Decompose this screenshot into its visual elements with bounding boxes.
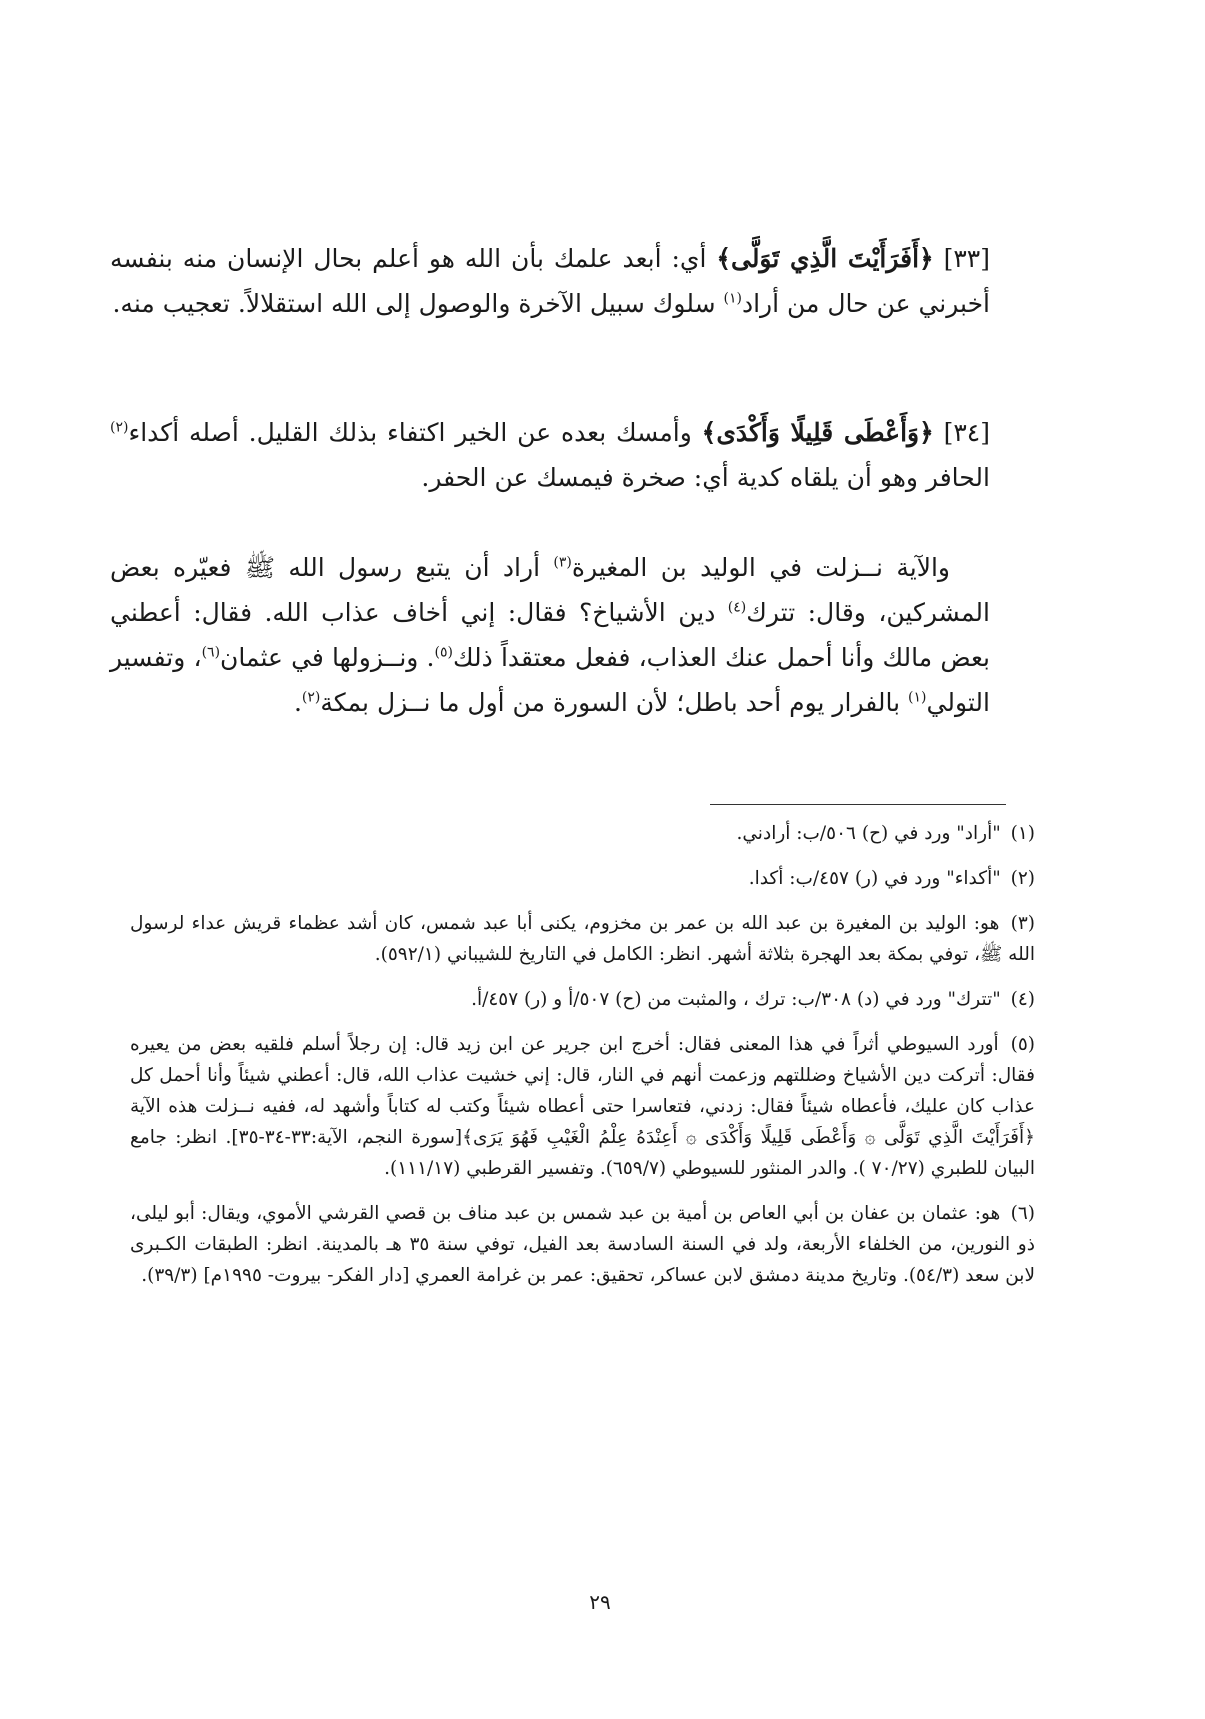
verse-34-commentary-b: الحافر وهو أن يلقاه كدية أي: صخرة فيمسك عن الحفر. xyxy=(421,463,990,492)
footnote-number: (٦) xyxy=(1010,1203,1035,1224)
footnote-number: (٥) xyxy=(1010,1034,1035,1055)
footnote-number: (٢) xyxy=(1010,868,1035,889)
footnote-number: (٣) xyxy=(1010,913,1035,934)
footnote-ref-next-1[interactable]: (١) xyxy=(908,689,927,706)
footnote-text: هو: الوليد بن المغيرة بن عبد الله بن عمر بن مخزوم، يكنى أبا عبد شمس، كان أشد عظماء قريش عداء لرسول الله ﷺ، توفي بمكة بعد الهجرة بثلاثة أشهر. انظر: الكامل في التاريخ للشيباني (٥٩٢/١). xyxy=(130,913,1035,965)
verse-34-commentary-a: وأمسك بعده عن الخير اكتفاء بذلك القليل. أصله أكداء xyxy=(128,418,702,447)
footnote xyxy=(130,984,1035,1015)
verse-33-quran-text: ﴿أَفَرَأَيْتَ الَّذِي تَوَلَّى﴾ xyxy=(716,244,934,273)
revelation-text-2: أراد أن يتبع رسول الله ﷺ فعيّره بعض المشركين، وقال: تترك xyxy=(110,553,990,627)
page-number: ٢٩ xyxy=(589,1590,611,1614)
revelation-text-3: دين الأشياخ؟ فقال: إني أخاف عذاب الله. فقال: أعطني بعض مالك وأنا أحمل عنك العذاب، ففعل معتقداً ذلك xyxy=(110,598,990,672)
footnote xyxy=(130,818,1035,849)
footnote xyxy=(130,1029,1035,1184)
footnote-ref-1[interactable]: (١) xyxy=(723,290,742,307)
footnote-ref-6[interactable]: (٦) xyxy=(201,644,221,661)
revelation-paragraph xyxy=(110,545,990,725)
revelation-text-7: . xyxy=(293,688,302,717)
footnote-text: "أراد" ورد في (ح) ٥٠٦/ب: أرادني. xyxy=(736,823,1001,844)
footnote-ref-5[interactable]: (٥) xyxy=(434,644,453,661)
verse-33-commentary-a: أي: أبعد علمك بأن الله هو أعلم بحال الإنسان منه بنفسه أخبرني عن حال من أراد xyxy=(110,244,990,318)
footnote-ref-4[interactable]: (٤) xyxy=(727,599,747,616)
footnote-ref-2[interactable]: (٢) xyxy=(110,419,129,436)
footnote-text: "تترك" ورد في (د) ٣٠٨/ب: ترك ، والمثبت من (ح) ٥٠٧/أ و (ر) ٤٥٧/أ. xyxy=(471,989,1001,1010)
footnote-separator xyxy=(710,804,1006,805)
footnote-number: (١) xyxy=(1010,823,1035,844)
footnote xyxy=(130,863,1035,894)
footnote xyxy=(130,908,1035,970)
verse-33-paragraph xyxy=(110,236,990,326)
verse-33-number: [٣٣] xyxy=(943,244,990,273)
footnote-text: "أكداء" ورد في (ر) ٤٥٧/ب: أكدا. xyxy=(748,868,1001,889)
verse-33-commentary-b: سلوك سبيل الآخرة والوصول إلى الله استقلالاً. تعجيب منه. xyxy=(112,289,724,318)
footnote-ref-3[interactable]: (٣) xyxy=(553,554,572,571)
revelation-text-1: والآية نــزلت في الوليد بن المغيرة xyxy=(571,553,950,582)
revelation-text-4: . ونــزولها في عثمان xyxy=(220,643,435,672)
footnote-text: هو: عثمان بن عفان بن أبي العاص بن أمية بن عبد شمس بن عبد مناف بن قصي القرشي الأموي، ويقال: أبو ليلى، ذو النورين، من الخلفاء الأربعة، ولد في السنة السادسة بعد الفيل، توفي سنة ٣٥ هـ بالمدينة. انظر: الطبقات الكـبرى لابن سعد (٥٤/٣). وتاريخ مدينة دمشق لابن عساكر، تحقيق: عمر بن غرامة العمري [دار الفكر- بيروت- ١٩٩٥م] (٣٩/٣). xyxy=(130,1203,1035,1286)
revelation-text-5: ، وتفسير التولي xyxy=(110,643,990,717)
footnotes-section xyxy=(130,818,1035,1305)
footnote-ref-next-2[interactable]: (٢) xyxy=(301,689,321,706)
verse-34-number: [٣٤] xyxy=(943,418,990,447)
footnote xyxy=(130,1198,1035,1291)
verse-34-paragraph xyxy=(110,410,990,500)
footnote-number: (٤) xyxy=(1010,989,1035,1010)
verse-34-quran-text: ﴿وَأَعْطَى قَلِيلًا وَأَكْدَى﴾ xyxy=(701,418,934,447)
footnote-text: أورد السيوطي أثراً في هذا المعنى فقال: أخرج ابن جرير عن ابن زيد قال: إن رجلاً أسلم فلقيه بعض من يعيره فقال: أتركت دين الأشياخ وضللتهم وزعمت أنهم في النار، قال: إني خشيت عذاب الله، قال: أعطني شيئاً وأنا أحمل كل عذاب كان عليك، فأعطاه شيئاً فقال: زدني، فتعاسرا حتى أعطاه شيئاً وكتب له كتاباً وأشهد له، ففيه نــزلت هذه الآية ﴿أَفَرَأَيْتَ الَّذِي تَوَلَّى ۞ وَأَعْطَى قَلِيلًا وَأَكْدَى ۞ أَعِنْدَهُ عِلْمُ الْغَيْبِ فَهُوَ يَرَى﴾[سورة النجم، الآية:٣٣-٣٤-٣٥]. انظر: جامع البيان للطبري (٧٠/٢٧ ). والدر المنثور للسيوطي (٦٥٩/٧). وتفسير القرطبي (١١١/١٧). xyxy=(130,1034,1035,1179)
revelation-text-6: بالفرار يوم أحد باطل؛ لأن السورة من أول ما نــزل بمكة xyxy=(320,688,909,717)
